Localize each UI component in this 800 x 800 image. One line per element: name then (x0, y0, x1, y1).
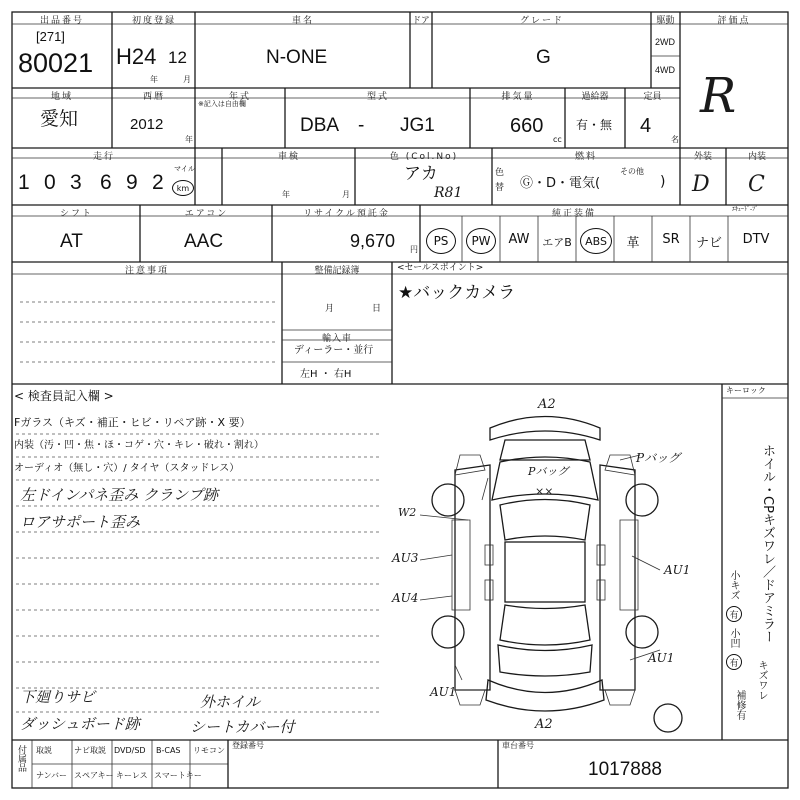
note-bottom-2: 外ホイル (200, 693, 261, 711)
grade-header: グレード (519, 16, 564, 26)
inspection-year-unit: 年 (282, 190, 290, 199)
first-reg-header: 初度登録 (131, 16, 176, 26)
note-bottom-3: ダッシュボード跡 (20, 715, 140, 733)
sales-point-header: <セールスポイント> (397, 263, 484, 273)
accessories-label: 付属品 (16, 745, 26, 772)
aircon-value: AAC (184, 231, 224, 252)
shift-value: AT (60, 231, 83, 252)
model-year-header: 年式 (228, 92, 251, 102)
note-1: 左ドインパネ歪み クランプ跡 (20, 486, 218, 504)
lot-prefix: [271] (36, 29, 65, 44)
evaluation-grade: R (700, 68, 737, 124)
mark-airbag-center: Pバッグ (528, 465, 569, 478)
glass-line: Fガラス（キズ・補正・ヒビ・リペア跡・X 要） (14, 416, 251, 429)
mileage-header: 走行 (92, 152, 115, 162)
mark-center-x: ×× (535, 485, 554, 498)
equip-pw: PW (466, 228, 496, 254)
side-small-5: キズワレ (756, 660, 767, 700)
note-bottom-1: 下廻りサビ (20, 688, 96, 706)
color-header: 色 (Col.No) (389, 152, 459, 162)
equip-navi: ナビ (695, 236, 722, 251)
exterior-grade: D (692, 172, 710, 197)
equip-airbag: エアB (542, 236, 572, 249)
fuel-close: ) (660, 174, 666, 190)
capacity-value: 4 (640, 115, 652, 137)
acc-manual: 取説 (36, 746, 52, 755)
first-reg-month: 12 (168, 48, 187, 67)
recycle-fee: 9,670 (350, 231, 396, 251)
aircon-header: エアコン (184, 209, 229, 219)
fuel-other: その他 (620, 167, 644, 176)
capacity-unit: 名 (671, 135, 679, 144)
equip-ps: PS (426, 228, 456, 254)
side-text: ホイル・CPキズワレ／ドアミラー (760, 444, 775, 643)
interior-grade: C (748, 172, 765, 197)
note-2: ロアサポート歪み (20, 513, 141, 531)
caution-header: 注意事項 (124, 266, 169, 276)
mileage-digit-4: 6 (100, 171, 112, 194)
mileage-digit-1: 1 (18, 171, 30, 194)
model-dash: - (358, 115, 365, 136)
year-value: 2012 (130, 116, 164, 133)
displacement-value: 660 (510, 115, 544, 137)
drive-4wd: 4WD (655, 65, 675, 75)
auction-no-header: 登録番号 (232, 741, 264, 750)
lot-header: 出品番号 (39, 16, 84, 26)
model-prefix: DBA (300, 115, 340, 136)
mark-au1-bottom-left: AU1 (430, 685, 457, 699)
side-small-4: 有 (726, 654, 742, 670)
recycle-header: リサイクル預託金 (303, 209, 390, 219)
acc-number: ナンバー (36, 771, 68, 780)
region-header: 地域 (50, 92, 73, 102)
fuel-options: Ⓖ・D・電気( (520, 176, 601, 191)
equip-abs: ABS (580, 228, 612, 254)
acc-keyless: キーレス (116, 771, 148, 780)
inspection-month-unit: 月 (342, 190, 350, 199)
car-name: N-ONE (266, 47, 328, 68)
car-name-header: 車名 (291, 16, 314, 26)
key-lock-header: キーロック (726, 386, 766, 395)
lot-number: 80021 (18, 48, 94, 78)
interior-header: 内装 (747, 152, 766, 162)
displacement-header: 排気量 (501, 92, 535, 102)
import-header: 輸入車 (321, 334, 352, 344)
acc-navi-manual: ナビ取説 (74, 746, 106, 755)
region-value: 愛知 (40, 108, 79, 130)
maintenance-month: 月 (325, 304, 335, 314)
mileage-digit-6: 2 (152, 171, 164, 194)
eval-header: 評価点 (717, 16, 751, 26)
model-year-note: ※記入は自由欄 (198, 100, 246, 108)
exterior-header: 外装 (693, 152, 712, 162)
recycle-unit: 円 (410, 245, 418, 254)
equipment-header: 純正装備 (551, 209, 596, 219)
mark-airbag-right: Pバッグ (636, 451, 681, 465)
inspector-notes-header: < 検査員記入欄 > (14, 389, 114, 403)
color-change: 色替 (495, 168, 505, 193)
color-code: R81 (434, 185, 463, 201)
acc-bcas: B-CAS (156, 746, 181, 755)
equip-sr: SR (662, 232, 680, 247)
turbo-header: 過給器 (581, 92, 609, 102)
mark-au4: AU4 (392, 591, 419, 605)
import-options: ディーラー・並行 (294, 345, 374, 356)
side-small-1: 小キズ (728, 570, 739, 600)
note-bottom-4: シートカバー付 (190, 718, 295, 736)
mileage-unit-alt: マイル (174, 165, 195, 173)
side-small-3: 小凹 (728, 628, 739, 648)
first-reg-era: H24 (116, 44, 157, 69)
year-header: 西暦 (142, 92, 165, 102)
maintenance-header: 整備記録簿 (314, 266, 360, 276)
displacement-unit: cc (553, 135, 562, 144)
year-unit: 年 (185, 135, 193, 144)
color-name: アカ (404, 164, 438, 184)
month-unit: 月 (183, 75, 191, 84)
era-unit: 年 (150, 75, 158, 84)
grade-value: G (536, 47, 551, 68)
equip-aw: AW (508, 232, 530, 247)
sales-point-text: ★バックカメラ (398, 283, 516, 303)
chassis-header: 車台番号 (502, 741, 534, 750)
equipment-small: ｴｷｭｰﾄﾞ-ﾌﾞ (732, 206, 759, 213)
mark-top-a2: A2 (538, 397, 556, 412)
mileage-digit-5: 9 (126, 171, 138, 194)
acc-remote: リモコン (193, 746, 225, 755)
mark-bottom-a2: A2 (535, 717, 553, 732)
model-code: JG1 (400, 115, 435, 136)
mark-w2: W2 (398, 506, 417, 519)
acc-dvd: DVD/SD (114, 746, 146, 755)
mileage-digit-2: 0 (44, 171, 56, 194)
drive-2wd: 2WD (655, 37, 675, 47)
capacity-header: 定員 (643, 92, 662, 102)
maintenance-day: 日 (372, 304, 382, 314)
model-header: 型式 (366, 92, 389, 102)
mileage-digit-3: 3 (70, 171, 82, 194)
shift-header: シフト (59, 209, 93, 219)
mark-au1-right: AU1 (664, 563, 691, 577)
side-small-6: 補修有 (734, 690, 745, 720)
mark-au1-bottom-right: AU1 (648, 651, 675, 665)
inspection-header: 車検 (277, 152, 300, 162)
mark-au3: AU3 (392, 551, 419, 565)
equip-leather: 革 (626, 236, 640, 251)
interior-line: 内装（汚・凹・焦・ほ・コゲ・穴・キレ・破れ・割れ） (14, 440, 264, 451)
fuel-header: 燃料 (574, 152, 597, 162)
acc-spare-key: スペアキー (74, 771, 114, 780)
drive-header: 駆動 (656, 16, 675, 26)
side-small-2: 有 (726, 606, 742, 622)
mileage-unit: km (172, 180, 194, 196)
equip-dtv: DTV (742, 232, 770, 247)
handle-options: 左H ・ 右H (300, 369, 352, 380)
chassis-number: 1017888 (588, 759, 662, 780)
acc-smart-key: スマートキー (154, 771, 202, 780)
turbo-options: 有・無 (576, 118, 613, 132)
audio-tire-line: オーディオ（無し・穴）/ タイヤ（スタッドレス） (14, 463, 240, 474)
door-header: ドア (412, 16, 430, 26)
